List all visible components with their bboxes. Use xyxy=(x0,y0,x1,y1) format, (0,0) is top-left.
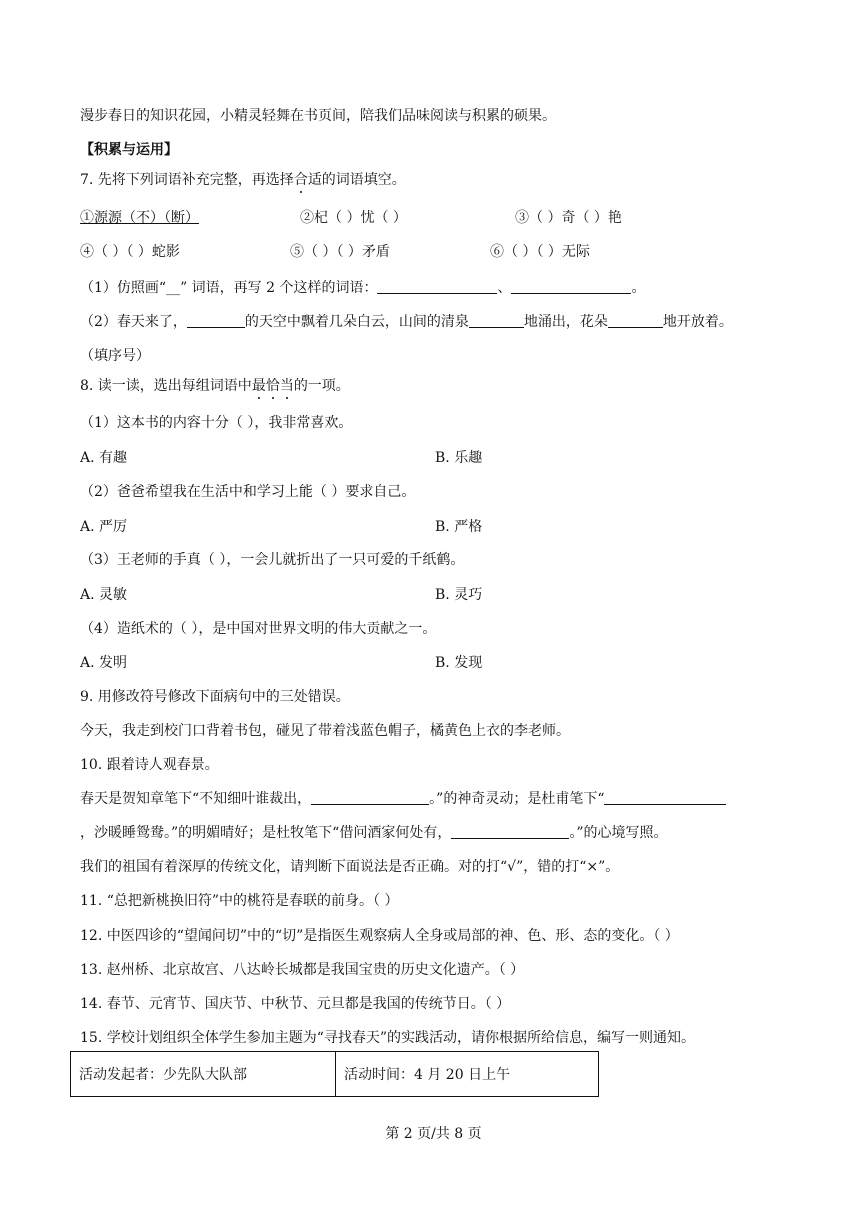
judge-item-14: 14. 春节、元宵节、国庆节、中秋节、元旦都是我国的传统节日。（ ） xyxy=(80,996,511,1012)
q7-item-5: ⑤（ ）（ ）矛盾 xyxy=(290,244,390,260)
q9-stem: 9. 用修改符号修改下面病句中的三处错误。 xyxy=(80,689,350,705)
q8-question-1: （1）这本书的内容十分（ ），我非常喜欢。 xyxy=(80,415,353,431)
q10-line-1: 春天是贺知章笔下“不知细叶谁裁出， 。”的神奇灵动；是杜甫笔下“ xyxy=(80,789,726,809)
q9-sentence: 今天，我走到校门口背着书包，碰见了带着浅蓝色帽子，橘黄色上衣的李老师。 xyxy=(80,723,570,739)
q7-item-1: ①源源（不）（断） xyxy=(80,210,199,226)
q7-item-6: ⑥（ ）（ ）无际 xyxy=(490,244,590,260)
q7-item-2: ②杞（ ）忧（ ） xyxy=(300,210,407,226)
activity-info-table xyxy=(70,1051,599,1097)
q8-option-a[interactable]: A. 灵敏 xyxy=(80,587,128,603)
answer-blank[interactable] xyxy=(187,313,245,328)
q7-sub2: （2）春天来了， 的天空中飘着几朵白云，山间的清泉 地涌出，花朵 地开放着。 xyxy=(80,314,733,330)
section-title: 【积累与运用】 xyxy=(80,142,178,158)
q8-question-4: （4）造纸术的（ ），是中国对世界文明的伟大贡献之一。 xyxy=(80,621,437,637)
q8-option-b[interactable]: B. 严格 xyxy=(435,519,483,535)
q10-line-2: ，沙暖睡鸳鸯。”的明媚晴好；是杜牧笔下“借问酒家何处有， 。”的心境写照。 xyxy=(80,825,668,841)
q15-stem: 15. 学校计划组织全体学生参加主题为“寻找春天”的实践活动，请你根据所给信息，编写一则通知。 xyxy=(80,1030,696,1046)
answer-blank[interactable] xyxy=(469,313,524,328)
answer-blank[interactable] xyxy=(604,790,726,805)
judge-item-11: 11. “总把新桃换旧符”中的桃符是春联的前身。（ ） xyxy=(80,893,399,909)
q8-option-a[interactable]: A. 发明 xyxy=(80,655,128,671)
q8-option-b[interactable]: B. 乐趣 xyxy=(435,450,483,466)
q8-option-b[interactable]: B. 发现 xyxy=(435,655,483,671)
judge-item-12: 12. 中医四诊的“望闻问切”中的“切”是指医生观察病人全身或局部的神、色、形、态的变化。（ ） xyxy=(80,928,679,944)
answer-blank[interactable] xyxy=(377,279,497,294)
judge-intro: 我们的祖国有着深厚的传统文化，请判断下面说法是否正确。对的打“√”，错的打“×”。 xyxy=(80,859,620,875)
q8-question-2: （2）爸爸希望我在生活中和学习上能（ ）要求自己。 xyxy=(80,484,416,500)
intro-text: 漫步春日的知识花园，小精灵轻舞在书页间，陪我们品味阅读与积累的硕果。 xyxy=(80,108,556,124)
q8-option-b[interactable]: B. 灵巧 xyxy=(435,587,483,603)
answer-blank[interactable] xyxy=(608,313,663,328)
activity-organizer-cell: 活动发起者：少先队大队部 xyxy=(71,1052,336,1097)
answer-blank[interactable] xyxy=(511,279,631,294)
q8-option-a[interactable]: A. 严厉 xyxy=(80,519,128,535)
q8-option-a[interactable]: A. 有趣 xyxy=(80,450,128,466)
answer-blank[interactable] xyxy=(451,824,569,839)
judge-item-13: 13. 赵州桥、北京故宫、八达岭长城都是我国宝贵的历史文化遗产。（ ） xyxy=(80,962,525,978)
q7-sub1: （1）仿照画“__” 词语，再写 2 个这样的词语： 、 。 xyxy=(80,280,646,296)
activity-time-cell: 活动时间：4 月 20 日上午 xyxy=(336,1052,599,1097)
q10-stem: 10. 跟着诗人观春景。 xyxy=(80,757,219,773)
q7-stem: 7. 先将下列词语补充完整，再选择合适的词语填空。 xyxy=(80,172,406,188)
q8-stem: 8. 读一读，选出每组词语中最恰当的一项。 xyxy=(80,378,350,394)
q7-item-3: ③（ ）奇（ ）艳 xyxy=(515,210,622,226)
q7-note: （填序号） xyxy=(80,348,150,364)
q7-item-4: ④（ ）（ ）蛇影 xyxy=(80,244,180,260)
q8-question-3: （3）王老师的手真（ ），一会儿就折出了一只可爱的千纸鹤。 xyxy=(80,552,465,568)
answer-blank[interactable] xyxy=(311,790,429,805)
page-footer: 第 2 页/共 8 页 xyxy=(385,1126,482,1142)
